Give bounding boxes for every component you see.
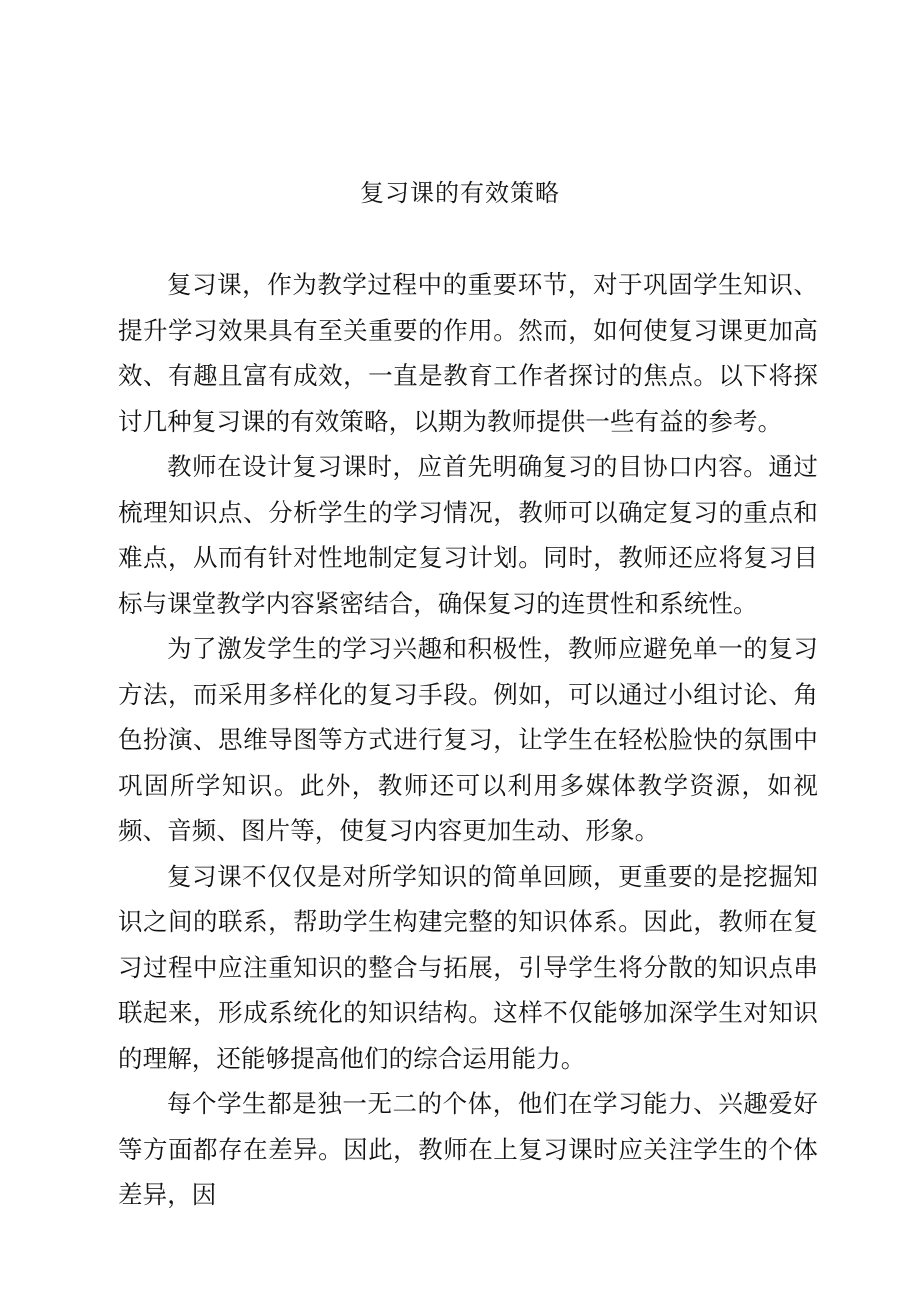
document-title: 复习课的有效策略 — [360, 179, 560, 207]
paragraph-knowledge-system: 复习课不仅仅是对所学知识的简单回顾，更重要的是挖掘知识之间的联系，帮助学生构建完整的知识体系。因此，教师在复习过程中应注重知识的整合与拓展，引导学生将分散的知识点串联起来，形成系统化的知识结构。这样不仅能够加深学生对知识的理解，还能够提高他们的综合运用能力。 — [118, 861, 818, 1073]
document-body — [118, 262, 818, 1218]
paragraph-methods: 为了激发学生的学习兴趣和积极性，教师应避免单一的复习方法，而采用多样化的复习手段。例如，可以通过小组讨论、角色扮演、思维导图等方式进行复习，让学生在轻松脸快的氛围中巩固所学知识。此外，教师还可以利用多媒体教学资源，如视频、音频、图片等，使复习内容更加生动、形象。 — [118, 634, 818, 845]
paragraph-goals: 教师在设计复习课时，应首先明确复习的目协口内容。通过梳理知识点、分析学生的学习情况，教师可以确定复习的重点和难点，从而有针对性地制定复习计划。同时，教师还应将复习目标与课堂教学内容紧密结合，确保复习的连贯性和系统性。 — [118, 452, 818, 618]
paragraph-intro: 复习课，作为教学过程中的重要环节，对于巩固学生知识、提升学习效果具有至关重要的作用。然而，如何使复习课更加高效、有趣且富有成效，一直是教育工作者探讨的焦点。以下将探讨几种复习课的有效策略，以期为教师提供一些有益的参考。 — [118, 270, 818, 436]
paragraph-individual-differences: 每个学生都是独一无二的个体，他们在学习能力、兴趣爱好等方面都存在差异。因此，教师在上复习课时应关注学生的个体差异，因 — [118, 1089, 818, 1209]
